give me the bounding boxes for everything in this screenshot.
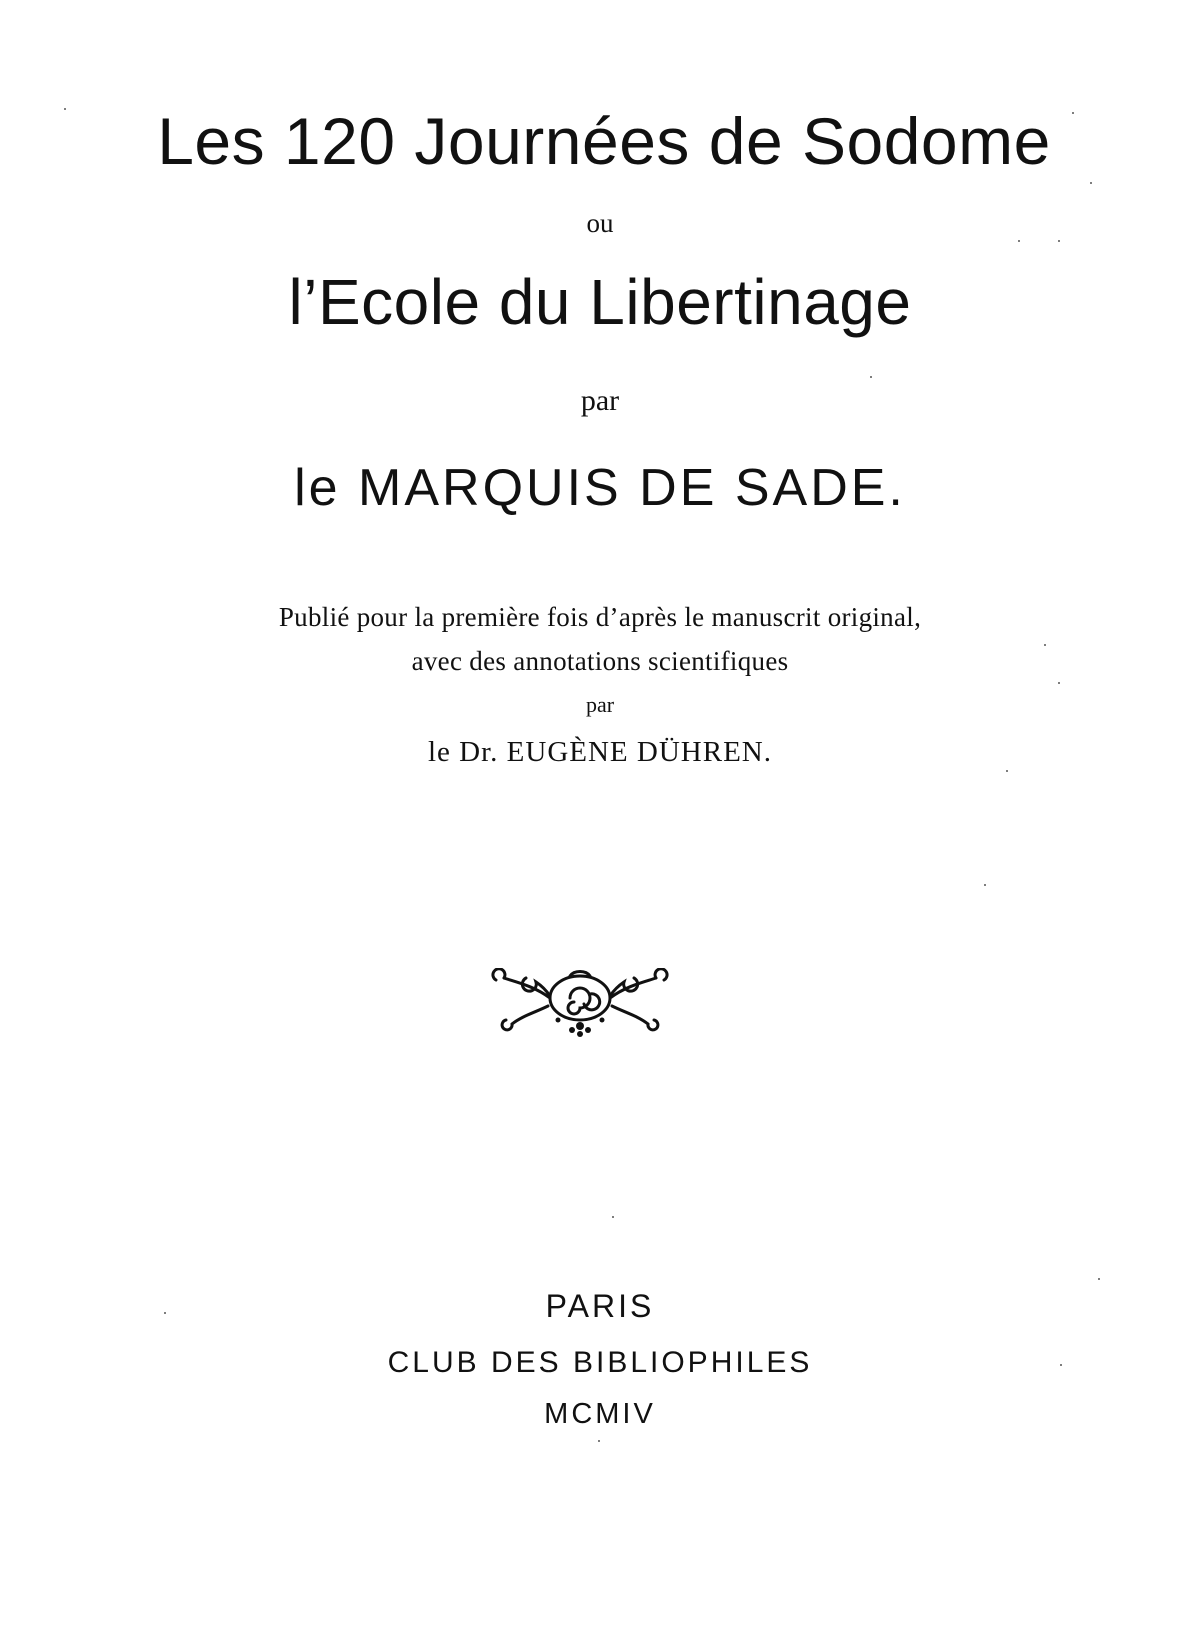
scroll-ornament-icon <box>486 968 674 1040</box>
publication-place: PARIS <box>545 1288 655 1324</box>
by-editor-label: par <box>585 692 615 717</box>
scan-speck <box>1060 1364 1062 1366</box>
title-conjunction: ou <box>586 208 614 238</box>
publication-note-line-1: Publié pour la première fois d’après le manuscrit original, <box>278 602 922 632</box>
book-subtitle: l’Ecole du Libertinage <box>288 266 912 338</box>
by-author-label: par <box>580 384 620 417</box>
scan-speck <box>1058 682 1060 684</box>
scan-speck <box>598 1440 600 1442</box>
scan-speck <box>1006 770 1008 772</box>
editor-name: le Dr. EUGÈNE DÜHREN. <box>428 736 772 768</box>
scan-speck <box>1098 1278 1100 1280</box>
scan-speck <box>1044 644 1046 646</box>
scan-speck <box>870 376 872 378</box>
scan-speck <box>612 1216 614 1218</box>
scan-speck <box>1090 182 1092 184</box>
scan-speck <box>1018 240 1020 242</box>
book-title: Les 120 Journées de Sodome <box>157 104 1051 178</box>
publisher-name: CLUB DES BIBLIOPHILES <box>387 1346 813 1379</box>
scan-speck <box>1058 240 1060 242</box>
author-name: le MARQUIS DE SADE. <box>294 459 906 517</box>
scan-speck <box>984 884 986 886</box>
scan-speck <box>164 1312 166 1314</box>
scan-speck <box>1072 112 1074 114</box>
publication-year: MCMIV <box>544 1398 656 1430</box>
scan-speck <box>64 108 66 110</box>
publication-note-line-2: avec des annotations scientifiques <box>411 646 789 676</box>
